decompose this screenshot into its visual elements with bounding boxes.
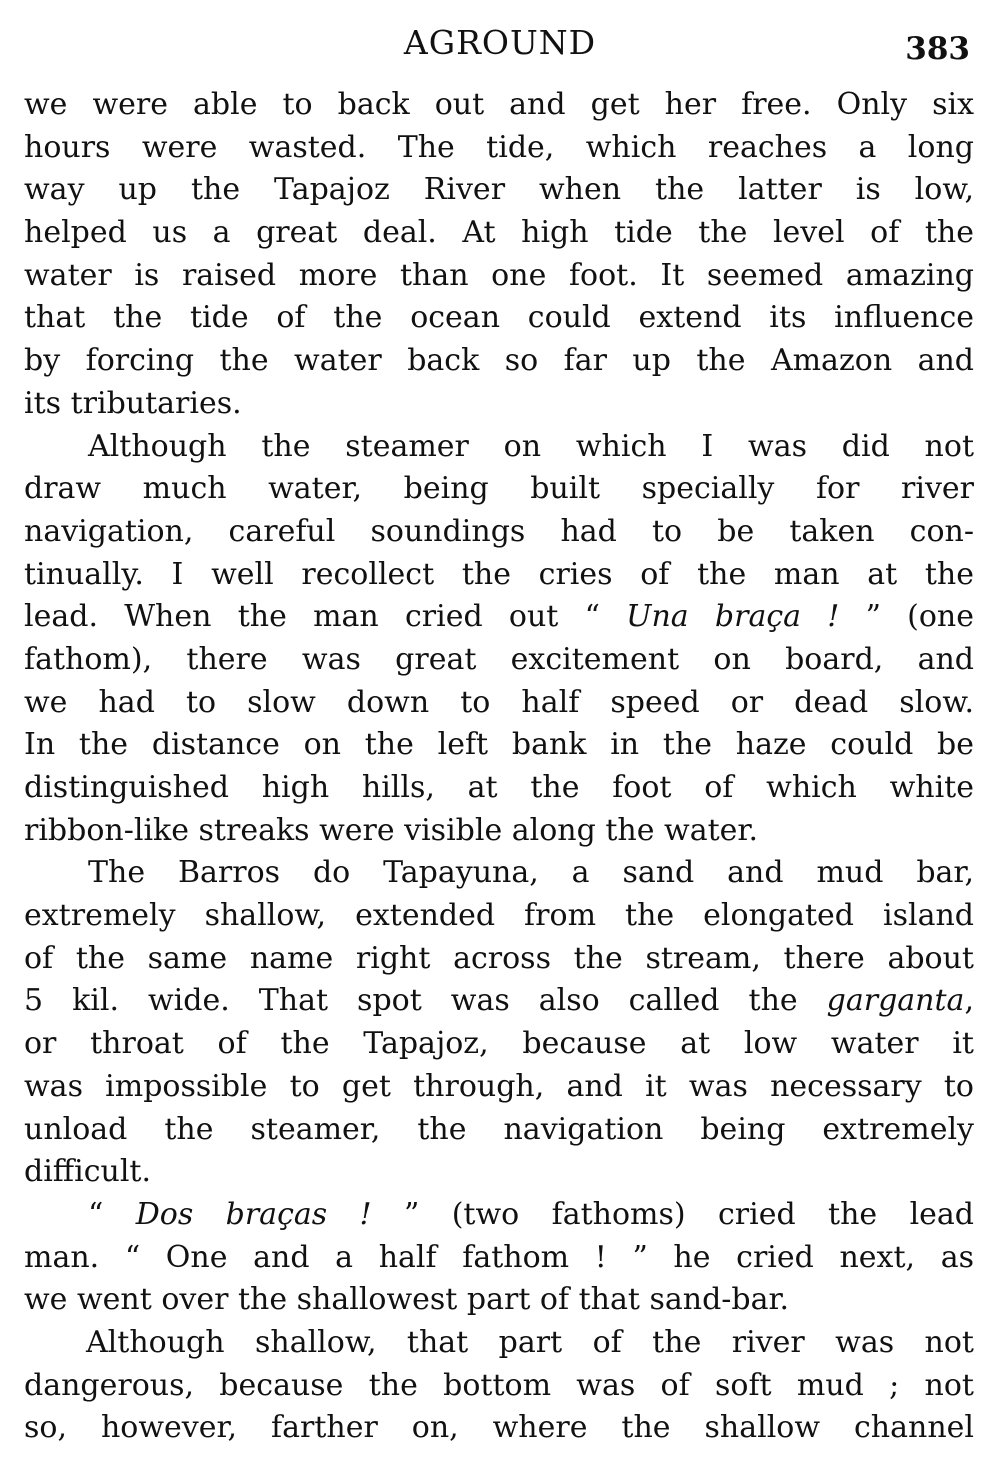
italic-text: garganta xyxy=(826,983,965,1019)
text-run: dangerous, because the bottom was of soft mud ; not xyxy=(24,1367,974,1403)
text-run: we went over the shallowest part of that sand-bar. xyxy=(24,1282,790,1318)
text-run: hours were wasted. The tide, which reaches a long xyxy=(24,129,974,165)
text-run: fathom), there was great excitement on board, and xyxy=(24,641,974,677)
text-run: draw much water, being built specially for river xyxy=(24,471,974,507)
running-head xyxy=(0,18,1000,68)
text-line xyxy=(24,340,974,383)
text-line xyxy=(24,724,974,767)
body-text xyxy=(24,84,974,1450)
text-run: distinguished high hills, at the foot of which white xyxy=(24,770,974,805)
text-run: ” (two fathoms) cried the lead xyxy=(371,1196,975,1232)
page-number: 383 xyxy=(905,31,970,67)
text-run: that the tide of the ocean could extend its influence xyxy=(24,300,974,336)
text-run: “ xyxy=(88,1196,136,1232)
text-line xyxy=(24,127,974,170)
text-run: The Barros do Tapayuna, a sand and mud bar, xyxy=(88,855,974,891)
text-line xyxy=(24,511,974,554)
text-line xyxy=(24,1407,974,1450)
text-line xyxy=(24,639,974,682)
text-line xyxy=(24,1023,974,1066)
text-line xyxy=(24,1279,974,1322)
text-run: extremely shallow, extended from the elongated island xyxy=(24,898,974,934)
text-run: Although shallow, that part of the river was not xyxy=(86,1324,974,1360)
italic-text: Dos braças ! xyxy=(135,1196,372,1232)
text-run: tinually. I well recollect the cries of the man at the xyxy=(24,556,974,592)
text-run: was impossible to get through, and it was necessary to xyxy=(24,1068,974,1104)
text-line xyxy=(24,1066,974,1109)
text-run: navigation, careful soundings had to be taken con- xyxy=(24,513,974,549)
text-line xyxy=(24,980,974,1023)
italic-text: Una braça ! xyxy=(626,599,840,635)
text-line xyxy=(24,1322,974,1365)
text-line xyxy=(24,468,974,511)
text-run: ” (one xyxy=(839,599,974,635)
text-line xyxy=(24,1109,974,1152)
text-run: so, however, farther on, where the shallow channel xyxy=(24,1410,974,1446)
text-line xyxy=(24,1237,974,1280)
text-line xyxy=(24,682,974,725)
text-line xyxy=(24,383,974,426)
text-line xyxy=(24,810,974,853)
text-run: 5 kil. wide. That spot was also called the xyxy=(24,983,827,1019)
text-line xyxy=(24,767,974,810)
text-run: In the distance on the left bank in the haze could be xyxy=(24,727,974,763)
text-line xyxy=(24,895,974,938)
text-run: , xyxy=(964,983,974,1019)
text-run: or throat of the Tapajoz, because at low water it xyxy=(24,1026,974,1062)
text-line xyxy=(24,554,974,597)
chapter-title: AGROUND xyxy=(403,23,597,62)
text-line xyxy=(24,255,974,298)
text-line xyxy=(24,1151,974,1194)
text-run: lead. When the man cried out “ xyxy=(24,599,627,635)
text-line xyxy=(24,84,974,127)
text-run: we were able to back out and get her free. Only six xyxy=(24,87,974,122)
text-run: way up the Tapajoz River when the latter is low, xyxy=(24,172,974,208)
text-line xyxy=(24,1194,974,1237)
text-run: difficult. xyxy=(24,1154,152,1190)
text-run: we had to slow down to half speed or dead slow. xyxy=(24,684,974,720)
text-line xyxy=(24,426,974,469)
text-run: water is raised more than one foot. It seemed amazing xyxy=(24,257,974,293)
text-line xyxy=(24,212,974,255)
text-line xyxy=(24,297,974,340)
text-run: by forcing the water back so far up the Amazon and xyxy=(24,343,974,379)
text-run: its tributaries. xyxy=(24,385,242,421)
text-run: man. “ One and a half fathom ! ” he cried next, as xyxy=(24,1239,974,1275)
text-line xyxy=(24,852,974,895)
text-run: Although the steamer on which I was did not xyxy=(88,428,974,464)
text-run: ribbon-like streaks were visible along the water. xyxy=(24,812,758,848)
text-line xyxy=(24,596,974,639)
text-run: of the same name right across the stream, there about xyxy=(24,940,974,976)
text-line xyxy=(24,1365,974,1408)
text-run: unload the steamer, the navigation being extremely xyxy=(24,1111,974,1147)
text-line xyxy=(24,169,974,212)
text-line xyxy=(24,938,974,981)
text-run: helped us a great deal. At high tide the level of the xyxy=(24,215,974,251)
